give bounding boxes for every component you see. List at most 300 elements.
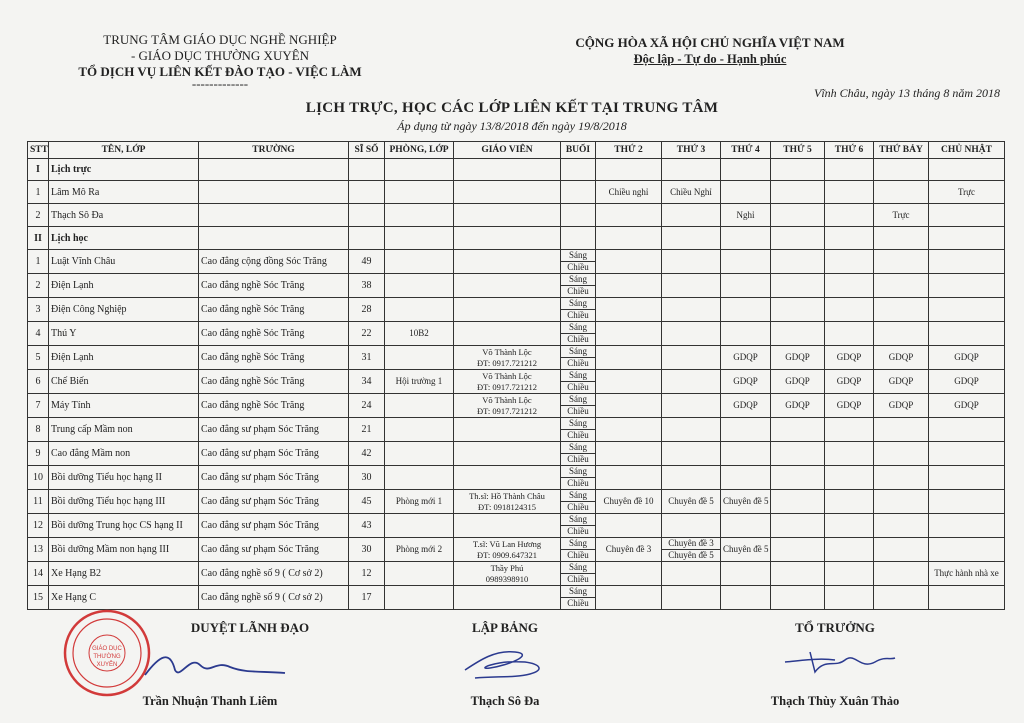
prepared-title: LẬP BẢNG bbox=[471, 620, 539, 635]
teacher-cell bbox=[454, 346, 561, 370]
table-row bbox=[28, 370, 1005, 382]
teacher-cell bbox=[454, 298, 561, 322]
cell-cn: Thực hành nhà xe bbox=[929, 562, 1005, 586]
table-cell bbox=[771, 227, 825, 250]
cell-t3 bbox=[662, 346, 721, 370]
cell-t5 bbox=[771, 298, 825, 322]
table-cell bbox=[662, 159, 721, 181]
row-number: 1 bbox=[28, 181, 49, 204]
table-cell bbox=[385, 204, 454, 227]
cell-t2 bbox=[596, 322, 662, 346]
cell-t6 bbox=[825, 562, 874, 586]
room bbox=[385, 418, 454, 442]
school-name: Cao đẳng nghề Sóc Trăng bbox=[199, 346, 349, 370]
class-name: Bồi dưỡng Mầm non hạng III bbox=[49, 538, 199, 562]
svg-text:XUYÊN: XUYÊN bbox=[96, 662, 118, 668]
cell-t5 bbox=[771, 418, 825, 442]
school-name: Cao đẳng nghề Sóc Trăng bbox=[199, 394, 349, 418]
cell-t6: GDQP bbox=[825, 394, 874, 418]
class-name: Luật Vĩnh Châu bbox=[49, 250, 199, 274]
schedule-table bbox=[27, 141, 1005, 610]
school-name: Cao đẳng nghề số 9 ( Cơ sở 2) bbox=[199, 586, 349, 610]
cell-thu4 bbox=[721, 181, 771, 204]
cell-t5 bbox=[771, 442, 825, 466]
cell-t4: Chuyên đề 5 bbox=[721, 490, 771, 514]
class-size: 43 bbox=[349, 514, 385, 538]
table-cell bbox=[454, 204, 561, 227]
cell-t6: GDQP bbox=[825, 370, 874, 394]
session-afternoon: Chiều bbox=[561, 430, 596, 442]
teacher-cell bbox=[454, 274, 561, 298]
row-number: 4 bbox=[28, 322, 49, 346]
class-size: 45 bbox=[349, 490, 385, 514]
cell-t5 bbox=[771, 562, 825, 586]
cell-t6 bbox=[825, 442, 874, 466]
nation-name: CỘNG HÒA XÃ HỘI CHỦ NGHĨA VIỆT NAM bbox=[575, 35, 845, 50]
section-row bbox=[28, 159, 1005, 181]
cell-t7 bbox=[874, 274, 929, 298]
table-cell bbox=[825, 181, 874, 204]
cell-cn: GDQP bbox=[929, 370, 1005, 394]
row-number: 8 bbox=[28, 418, 49, 442]
session-afternoon: Chiều bbox=[561, 550, 596, 562]
cell-t5: GDQP bbox=[771, 394, 825, 418]
cell-thu3: Chuyên đề 5 bbox=[662, 550, 721, 562]
row-number: 1 bbox=[28, 250, 49, 274]
room bbox=[385, 274, 454, 298]
cell-t7 bbox=[874, 298, 929, 322]
cell-cn bbox=[929, 538, 1005, 562]
cell-t4: Chuyên đề 5 bbox=[721, 538, 771, 562]
person-name: Thạch Sô Đa bbox=[49, 204, 199, 227]
cell-t2 bbox=[596, 514, 662, 538]
session-afternoon: Chiều bbox=[561, 526, 596, 538]
cell-thu2 bbox=[596, 204, 662, 227]
table-cell bbox=[199, 181, 349, 204]
table-row bbox=[28, 586, 1005, 598]
table-cell bbox=[385, 181, 454, 204]
session-afternoon: Chiều bbox=[561, 286, 596, 298]
row-number: 9 bbox=[28, 442, 49, 466]
cell-chunhat: Trực bbox=[929, 181, 1005, 204]
svg-text:GIÁO DỤC: GIÁO DỤC bbox=[92, 646, 122, 652]
teacher-name: Thầy Phú bbox=[490, 562, 524, 573]
class-name: Bồi dưỡng Tiểu học hạng III bbox=[49, 490, 199, 514]
cell-t2 bbox=[596, 394, 662, 418]
class-size: 30 bbox=[349, 466, 385, 490]
cell-t5: GDQP bbox=[771, 346, 825, 370]
cell-thu4: Nghỉ bbox=[721, 204, 771, 227]
approve-title: DUYỆT LÃNH ĐẠO bbox=[190, 620, 310, 635]
school-name: Cao đẳng nghề Sóc Trăng bbox=[199, 298, 349, 322]
class-size: 12 bbox=[349, 562, 385, 586]
section-row bbox=[28, 227, 1005, 250]
school-name: Cao đẳng nghề số 9 ( Cơ sở 2) bbox=[199, 562, 349, 586]
table-cell bbox=[454, 159, 561, 181]
official-stamp bbox=[62, 608, 152, 698]
row-number: 2 bbox=[28, 204, 49, 227]
session-morning: Sáng bbox=[561, 322, 596, 334]
row-number: 12 bbox=[28, 514, 49, 538]
room: Phòng mới 2 bbox=[385, 538, 454, 562]
cell-cn bbox=[929, 298, 1005, 322]
cell-t3 bbox=[662, 274, 721, 298]
session-morning: Sáng bbox=[561, 562, 596, 574]
column-header: STT bbox=[28, 142, 49, 159]
teacher-cell bbox=[454, 490, 561, 514]
class-size: 22 bbox=[349, 322, 385, 346]
cell-t6 bbox=[825, 298, 874, 322]
class-name: Cao đẳng Mầm non bbox=[49, 442, 199, 466]
cell-t2 bbox=[596, 370, 662, 394]
cell-t6 bbox=[825, 514, 874, 538]
table-header-row bbox=[28, 142, 1005, 159]
cell-t3 bbox=[662, 298, 721, 322]
cell-t5 bbox=[771, 538, 825, 562]
class-name: Bồi dưỡng Trung học CS hạng II bbox=[49, 514, 199, 538]
cell-t5 bbox=[771, 514, 825, 538]
cell-t5 bbox=[771, 250, 825, 274]
class-size: 28 bbox=[349, 298, 385, 322]
cell-t2: Chuyên đề 3 bbox=[596, 538, 662, 562]
cell-cn bbox=[929, 418, 1005, 442]
school-name: Cao đẳng nghề Sóc Trăng bbox=[199, 322, 349, 346]
table-cell bbox=[199, 227, 349, 250]
cell-t7 bbox=[874, 514, 929, 538]
column-header: TÊN, LỚP bbox=[49, 142, 199, 159]
room bbox=[385, 514, 454, 538]
teacher-name: Th.sĩ: Hồ Thành Châu bbox=[469, 490, 545, 501]
cell-cn bbox=[929, 466, 1005, 490]
teacher-phone: 0989398910 bbox=[485, 573, 529, 584]
session-morning: Sáng bbox=[561, 298, 596, 310]
svg-text:THƯỜNG: THƯỜNG bbox=[93, 654, 121, 660]
cell-cn bbox=[929, 490, 1005, 514]
class-size: 38 bbox=[349, 274, 385, 298]
row-number: 7 bbox=[28, 394, 49, 418]
session-morning: Sáng bbox=[561, 466, 596, 478]
class-size: 21 bbox=[349, 418, 385, 442]
teacher-cell bbox=[454, 586, 561, 610]
table-cell bbox=[349, 159, 385, 181]
table-row bbox=[28, 514, 1005, 526]
table-cell bbox=[929, 159, 1005, 181]
cell-t7: GDQP bbox=[874, 346, 929, 370]
teacher-cell bbox=[454, 466, 561, 490]
column-header: THỨ 2 bbox=[596, 142, 662, 159]
row-number: 14 bbox=[28, 562, 49, 586]
table-cell bbox=[771, 181, 825, 204]
column-header: THỨ 3 bbox=[662, 142, 721, 159]
table-row bbox=[28, 442, 1005, 454]
table-row bbox=[28, 274, 1005, 286]
class-name: Thú Y bbox=[49, 322, 199, 346]
room bbox=[385, 346, 454, 370]
cell-t6 bbox=[825, 322, 874, 346]
cell-t5 bbox=[771, 586, 825, 610]
cell-t4 bbox=[721, 466, 771, 490]
class-name: Xe Hạng C bbox=[49, 586, 199, 610]
teacher-cell bbox=[454, 538, 561, 562]
table-cell bbox=[825, 204, 874, 227]
cell-t6 bbox=[825, 418, 874, 442]
teacher-name: T.sĩ: Vũ Lan Hương bbox=[472, 538, 542, 549]
teacher-phone: ĐT: 0918124315 bbox=[478, 501, 536, 512]
cell-t2 bbox=[596, 466, 662, 490]
cell-t7 bbox=[874, 418, 929, 442]
teacher-cell bbox=[454, 370, 561, 394]
cell-t6: GDQP bbox=[825, 346, 874, 370]
org-header bbox=[60, 32, 380, 91]
school-name: Cao đẳng nghề Sóc Trăng bbox=[199, 370, 349, 394]
session-morning: Sáng bbox=[561, 538, 596, 550]
section-label: Lịch học bbox=[49, 227, 199, 250]
table-cell bbox=[454, 181, 561, 204]
document-subtitle: Áp dụng từ ngày 13/8/2018 đến ngày 19/8/2018 bbox=[397, 119, 627, 133]
cell-t5 bbox=[771, 490, 825, 514]
table-cell bbox=[596, 159, 662, 181]
prepared-signature bbox=[455, 640, 555, 685]
cell-thu7 bbox=[874, 181, 929, 204]
table-cell bbox=[771, 159, 825, 181]
school-name: Cao đẳng sư phạm Sóc Trăng bbox=[199, 466, 349, 490]
room: Hội trường 1 bbox=[385, 370, 454, 394]
section-label: Lịch trực bbox=[49, 159, 199, 181]
cell-t5 bbox=[771, 466, 825, 490]
table-cell bbox=[771, 204, 825, 227]
teacher-name: Võ Thành Lộc bbox=[482, 370, 532, 381]
table-cell bbox=[561, 204, 596, 227]
session-afternoon: Chiều bbox=[561, 454, 596, 466]
teacher-phone: ĐT: 0917.721212 bbox=[476, 405, 538, 416]
school-name: Cao đẳng sư phạm Sóc Trăng bbox=[199, 418, 349, 442]
cell-cn: GDQP bbox=[929, 394, 1005, 418]
section-number: II bbox=[28, 227, 49, 250]
class-size: 30 bbox=[349, 538, 385, 562]
room bbox=[385, 442, 454, 466]
column-header: BUỔI bbox=[561, 142, 596, 159]
cell-t6 bbox=[825, 538, 874, 562]
cell-t7 bbox=[874, 538, 929, 562]
session-morning: Sáng bbox=[561, 370, 596, 382]
cell-cn bbox=[929, 442, 1005, 466]
table-cell bbox=[385, 159, 454, 181]
class-name: Điện Lạnh bbox=[49, 274, 199, 298]
class-size: 34 bbox=[349, 370, 385, 394]
session-morning: Sáng bbox=[561, 490, 596, 502]
table-cell bbox=[454, 227, 561, 250]
session-afternoon: Chiều bbox=[561, 574, 596, 586]
table-cell bbox=[199, 204, 349, 227]
cell-t7 bbox=[874, 586, 929, 610]
table-cell bbox=[349, 227, 385, 250]
cell-thu3: Chiều Nghỉ bbox=[662, 181, 721, 204]
session-afternoon: Chiều bbox=[561, 598, 596, 610]
cell-t6 bbox=[825, 490, 874, 514]
room bbox=[385, 586, 454, 610]
cell-t6 bbox=[825, 466, 874, 490]
nation-header bbox=[520, 34, 900, 68]
session-afternoon: Chiều bbox=[561, 406, 596, 418]
session-afternoon: Chiều bbox=[561, 262, 596, 274]
session-morning: Sáng bbox=[561, 418, 596, 430]
cell-thu2: Chiều nghỉ bbox=[596, 181, 662, 204]
leader-title: TỔ TRƯỞNG bbox=[795, 620, 875, 635]
table-row bbox=[28, 204, 1005, 227]
school-name: Cao đẳng sư phạm Sóc Trăng bbox=[199, 538, 349, 562]
cell-t3 bbox=[662, 370, 721, 394]
school-name: Cao đẳng cộng đồng Sóc Trăng bbox=[199, 250, 349, 274]
table-cell bbox=[385, 227, 454, 250]
cell-t4 bbox=[721, 418, 771, 442]
teacher-cell bbox=[454, 562, 561, 586]
cell-thu3: Chuyên đề 3 bbox=[662, 538, 721, 550]
cell-t5: GDQP bbox=[771, 370, 825, 394]
table-cell bbox=[199, 159, 349, 181]
table-cell bbox=[825, 227, 874, 250]
session-afternoon: Chiều bbox=[561, 310, 596, 322]
cell-t2 bbox=[596, 250, 662, 274]
column-header: CHỦ NHẬT bbox=[929, 142, 1005, 159]
session-afternoon: Chiều bbox=[561, 502, 596, 514]
room bbox=[385, 466, 454, 490]
room: Phòng mới 1 bbox=[385, 490, 454, 514]
approve-signature bbox=[140, 645, 290, 685]
org-name-line2: - GIÁO DỤC THƯỜNG XUYÊN bbox=[130, 48, 310, 63]
teacher-cell bbox=[454, 442, 561, 466]
table-row bbox=[28, 322, 1005, 334]
cell-t2 bbox=[596, 346, 662, 370]
cell-t2 bbox=[596, 562, 662, 586]
cell-t5 bbox=[771, 322, 825, 346]
school-name: Cao đẳng nghề Sóc Trăng bbox=[199, 274, 349, 298]
cell-cn: GDQP bbox=[929, 346, 1005, 370]
cell-thu3 bbox=[662, 204, 721, 227]
cell-t2 bbox=[596, 442, 662, 466]
session-afternoon: Chiều bbox=[561, 478, 596, 490]
table-row bbox=[28, 466, 1005, 478]
column-header: THỨ 5 bbox=[771, 142, 825, 159]
room bbox=[385, 562, 454, 586]
cell-t4 bbox=[721, 274, 771, 298]
session-afternoon: Chiều bbox=[561, 382, 596, 394]
table-row bbox=[28, 298, 1005, 310]
cell-t3 bbox=[662, 394, 721, 418]
cell-t2 bbox=[596, 274, 662, 298]
cell-cn bbox=[929, 322, 1005, 346]
table-cell bbox=[874, 159, 929, 181]
column-header: TRƯỜNG bbox=[199, 142, 349, 159]
table-cell bbox=[721, 159, 771, 181]
class-name: Điện Lạnh bbox=[49, 346, 199, 370]
row-number: 13 bbox=[28, 538, 49, 562]
cell-t7 bbox=[874, 322, 929, 346]
cell-t3 bbox=[662, 322, 721, 346]
cell-t5 bbox=[771, 274, 825, 298]
cell-t4: GDQP bbox=[721, 394, 771, 418]
cell-cn bbox=[929, 586, 1005, 610]
row-number: 2 bbox=[28, 274, 49, 298]
table-row bbox=[28, 490, 1005, 502]
cell-t4 bbox=[721, 322, 771, 346]
cell-t4 bbox=[721, 586, 771, 610]
cell-t3 bbox=[662, 562, 721, 586]
place-date: Vĩnh Châu, ngày 13 tháng 8 năm 2018 bbox=[814, 86, 1000, 100]
row-number: 6 bbox=[28, 370, 49, 394]
table-cell bbox=[662, 227, 721, 250]
row-number: 11 bbox=[28, 490, 49, 514]
class-name: Điện Công Nghiệp bbox=[49, 298, 199, 322]
cell-cn bbox=[929, 274, 1005, 298]
teacher-name: Võ Thành Lộc bbox=[482, 394, 532, 405]
org-unit: TỔ DỊCH VỤ LIÊN KẾT ĐÀO TẠO - VIỆC LÀM bbox=[78, 64, 362, 79]
approve-name: Trần Nhuận Thanh Liêm bbox=[142, 694, 278, 708]
table-row bbox=[28, 538, 1005, 550]
table-cell bbox=[561, 227, 596, 250]
cell-t2 bbox=[596, 298, 662, 322]
class-name: Máy Tính bbox=[49, 394, 199, 418]
cell-thu7: Trực bbox=[874, 204, 929, 227]
class-name: Xe Hạng B2 bbox=[49, 562, 199, 586]
teacher-cell bbox=[454, 418, 561, 442]
cell-t6 bbox=[825, 586, 874, 610]
cell-t7 bbox=[874, 490, 929, 514]
session-morning: Sáng bbox=[561, 586, 596, 598]
table-row bbox=[28, 346, 1005, 358]
class-name: Chế Biến bbox=[49, 370, 199, 394]
cell-t3 bbox=[662, 250, 721, 274]
teacher-phone: ĐT: 0909.647321 bbox=[476, 549, 538, 560]
cell-t3: Chuyên đề 5 bbox=[662, 490, 721, 514]
class-size: 42 bbox=[349, 442, 385, 466]
cell-t3 bbox=[662, 514, 721, 538]
table-cell bbox=[825, 159, 874, 181]
school-name: Cao đẳng sư phạm Sóc Trăng bbox=[199, 490, 349, 514]
table-cell bbox=[561, 181, 596, 204]
session-afternoon: Chiều bbox=[561, 358, 596, 370]
table-row bbox=[28, 394, 1005, 406]
table-row bbox=[28, 562, 1005, 574]
teacher-cell bbox=[454, 322, 561, 346]
table-row bbox=[28, 181, 1005, 204]
cell-t7: GDQP bbox=[874, 394, 929, 418]
cell-t7 bbox=[874, 250, 929, 274]
teacher-cell bbox=[454, 514, 561, 538]
room: 10B2 bbox=[385, 322, 454, 346]
column-header: THỨ 6 bbox=[825, 142, 874, 159]
leader-name: Thạch Thùy Xuân Thảo bbox=[770, 694, 900, 708]
table-cell bbox=[349, 204, 385, 227]
class-name: Trung cấp Mầm non bbox=[49, 418, 199, 442]
class-size: 24 bbox=[349, 394, 385, 418]
org-separator: ------------- bbox=[191, 76, 249, 91]
school-name: Cao đẳng sư phạm Sóc Trăng bbox=[199, 514, 349, 538]
cell-t4 bbox=[721, 442, 771, 466]
cell-t4 bbox=[721, 298, 771, 322]
cell-t3 bbox=[662, 466, 721, 490]
teacher-cell bbox=[454, 394, 561, 418]
nation-motto: Độc lập - Tự do - Hạnh phúc bbox=[633, 52, 787, 66]
class-size: 17 bbox=[349, 586, 385, 610]
leader-signature bbox=[780, 640, 900, 680]
column-header: THỨ 4 bbox=[721, 142, 771, 159]
cell-t2: Chuyên đề 10 bbox=[596, 490, 662, 514]
cell-cn bbox=[929, 514, 1005, 538]
prepared-name: Thạch Sô Đa bbox=[470, 694, 540, 708]
table-cell bbox=[561, 159, 596, 181]
table-cell bbox=[929, 227, 1005, 250]
cell-t4 bbox=[721, 562, 771, 586]
